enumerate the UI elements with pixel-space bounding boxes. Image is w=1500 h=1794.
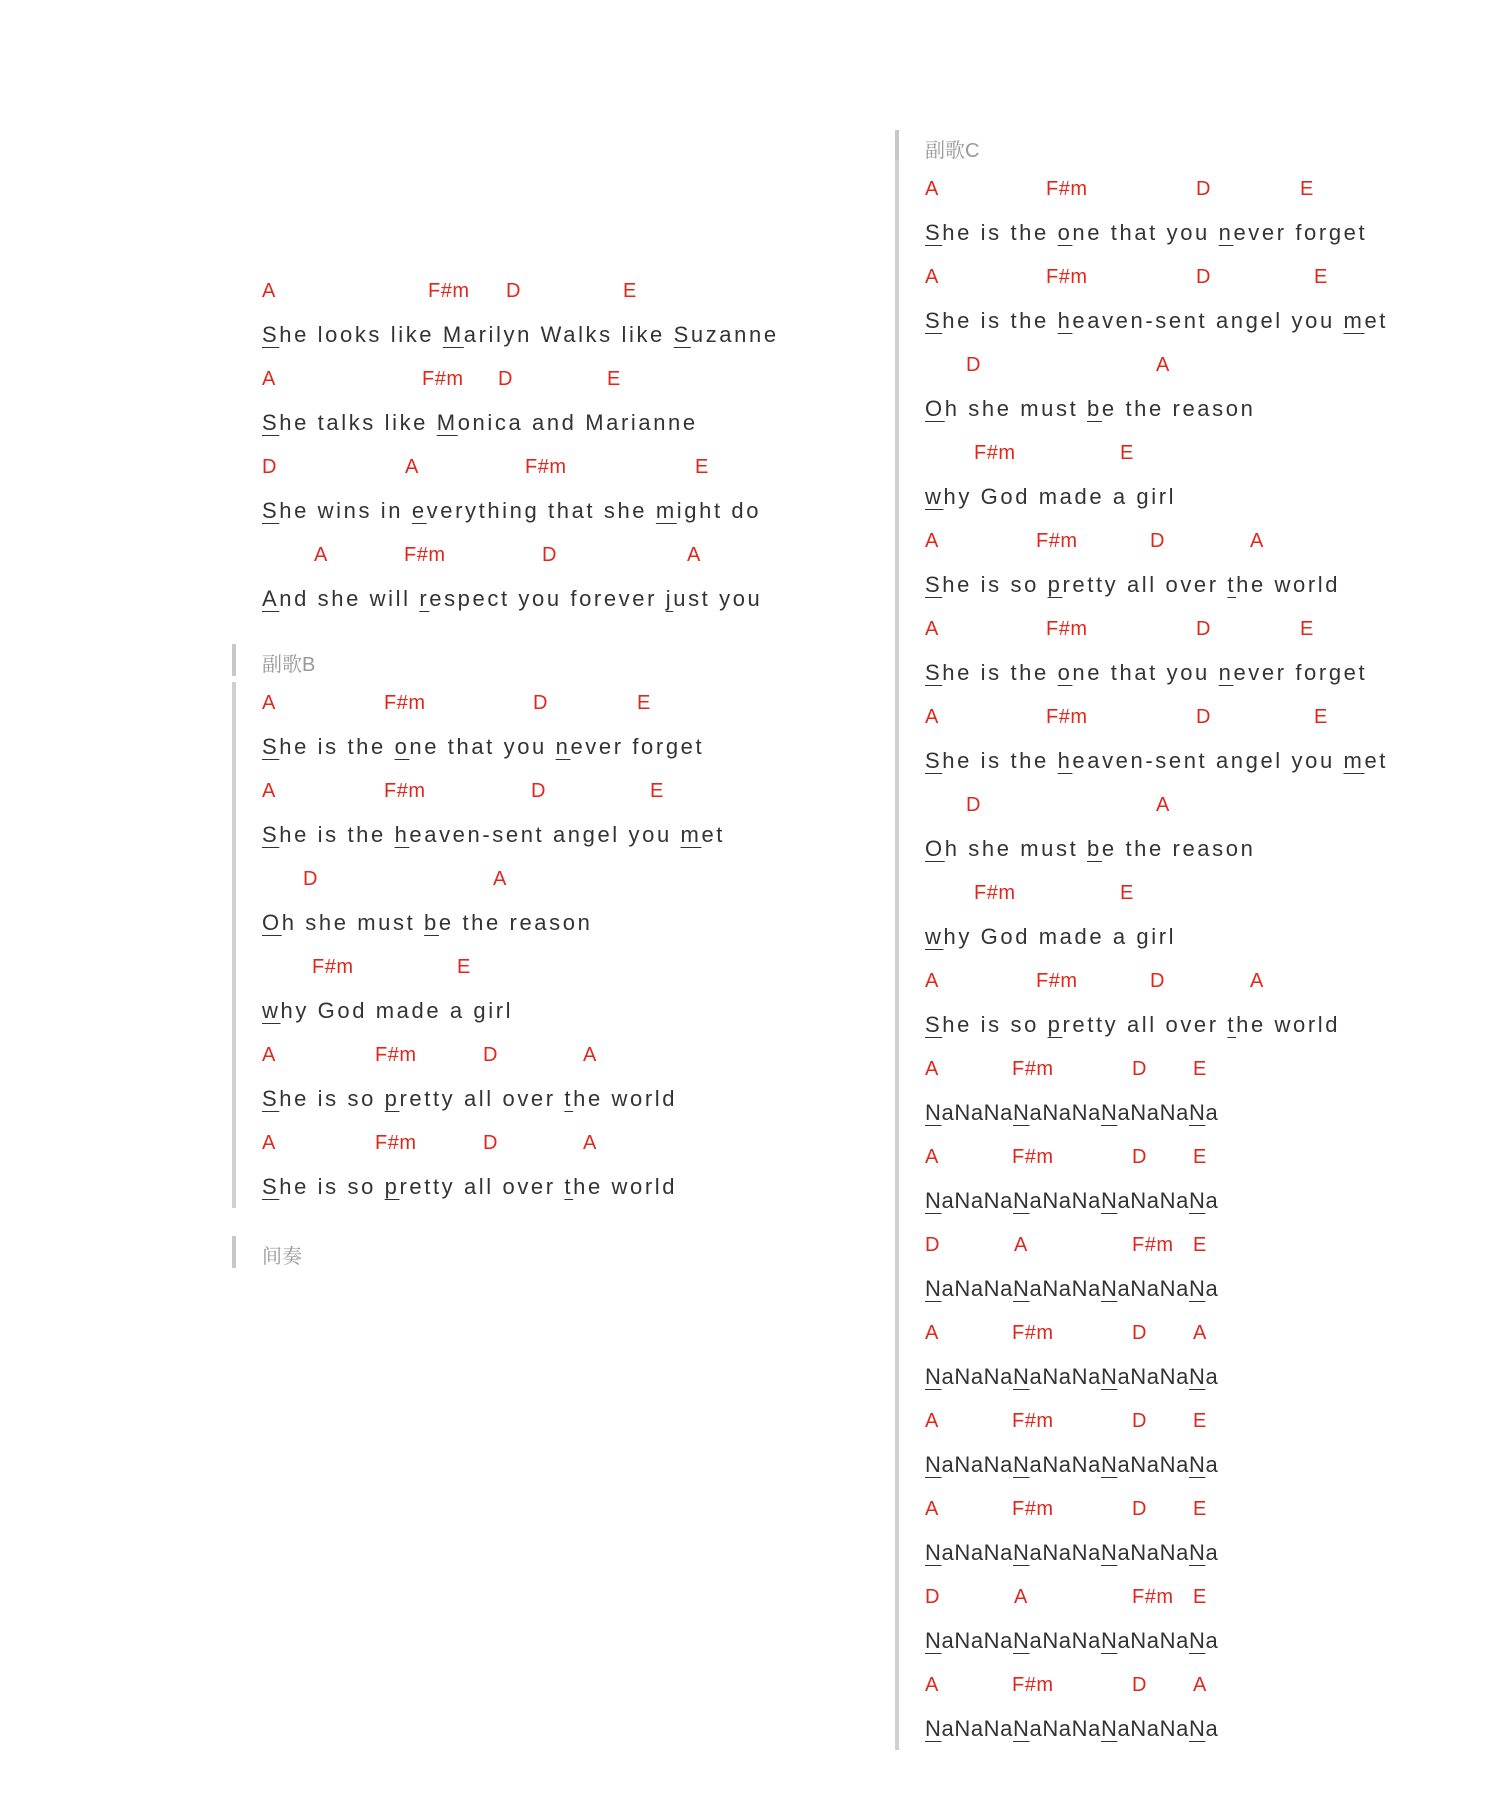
chord-line [925, 1576, 1445, 1620]
lyric-line [262, 490, 782, 534]
lyric-line [262, 578, 782, 622]
lyric-line [925, 1268, 1445, 1312]
chord-symbol: D [303, 868, 318, 890]
chord-symbol: E [1300, 618, 1314, 640]
chord-symbol: F#m [404, 544, 446, 566]
lyric-text: And she will respect you forever just you [262, 586, 763, 611]
chord-symbol: F#m [1046, 618, 1088, 640]
lyric-line [925, 1004, 1445, 1048]
chord-line [925, 1664, 1445, 1708]
chord-line [925, 1488, 1445, 1532]
lyric-text: NaNaNaNaNaNaNaNaNaNa [925, 1452, 1219, 1477]
chord-symbol: D [483, 1044, 498, 1066]
lyric-text: why God made a girl [262, 998, 514, 1023]
chord-symbol: E [1314, 266, 1328, 288]
chord-symbol: F#m [1132, 1234, 1174, 1256]
chord-symbol: A [1193, 1322, 1207, 1344]
chord-symbol: E [1193, 1586, 1207, 1608]
chord-symbol: F#m [375, 1132, 417, 1154]
lyric-line [925, 1620, 1445, 1664]
chord-line [262, 534, 782, 578]
chord-symbol: E [650, 780, 664, 802]
chord-symbol: A [583, 1132, 597, 1154]
chord-symbol: F#m [422, 368, 464, 390]
chord-line [262, 446, 782, 490]
chord-symbol: A [314, 544, 328, 566]
chord-symbol: F#m [1132, 1586, 1174, 1608]
chord-symbol: D [498, 368, 513, 390]
lyric-line [925, 1092, 1445, 1136]
chord-symbol: A [925, 706, 939, 728]
section-marker [232, 1236, 236, 1268]
chord-symbol: E [1193, 1234, 1207, 1256]
chord-symbol: D [506, 280, 521, 302]
lyric-text: She is the heaven-sent angel you met [925, 308, 1388, 333]
chord-line [925, 960, 1445, 1004]
lyric-text: Oh she must be the reason [262, 910, 593, 935]
chord-line [925, 1136, 1445, 1180]
chord-symbol: D [966, 354, 981, 376]
chord-line [925, 872, 1445, 916]
chord-symbol: D [1132, 1498, 1147, 1520]
chord-symbol: F#m [1012, 1498, 1054, 1520]
chord-symbol: A [687, 544, 701, 566]
chord-symbol: F#m [428, 280, 470, 302]
interlude-header [262, 1234, 782, 1274]
verse-a-column [262, 270, 782, 1274]
chord-symbol: F#m [1046, 266, 1088, 288]
chorus-b-header [262, 642, 782, 682]
lyric-text: NaNaNaNaNaNaNaNaNaNa [925, 1188, 1219, 1213]
lyric-text: NaNaNaNaNaNaNaNaNaNa [925, 1276, 1219, 1301]
chord-symbol: A [925, 530, 939, 552]
chord-symbol: A [925, 618, 939, 640]
chord-symbol: D [925, 1586, 940, 1608]
lyric-text: She is so pretty all over the world [262, 1174, 678, 1199]
chorus-b-title: 副歌B [262, 654, 316, 676]
verse-a [262, 270, 782, 622]
lyric-line [925, 388, 1445, 432]
chord-symbol: E [1300, 178, 1314, 200]
chord-symbol: F#m [1012, 1058, 1054, 1080]
chord-symbol: F#m [974, 882, 1016, 904]
section-bar [895, 160, 899, 1750]
chord-symbol: A [493, 868, 507, 890]
lyric-text: NaNaNaNaNaNaNaNaNaNa [925, 1100, 1219, 1125]
chord-line [925, 696, 1445, 740]
section-bar [232, 682, 236, 1208]
chord-symbol: F#m [1046, 706, 1088, 728]
lyric-text: Oh she must be the reason [925, 396, 1256, 421]
chord-symbol: A [1193, 1674, 1207, 1696]
chord-symbol: A [1250, 970, 1264, 992]
chord-symbol: A [1014, 1234, 1028, 1256]
chord-symbol: E [607, 368, 621, 390]
chorus-c [925, 168, 1445, 1752]
chord-symbol: A [925, 970, 939, 992]
chord-symbol: A [1250, 530, 1264, 552]
lyric-text: She is so pretty all over the world [925, 1012, 1341, 1037]
chord-line [262, 270, 782, 314]
chord-symbol: F#m [1012, 1146, 1054, 1168]
chord-symbol: E [1193, 1498, 1207, 1520]
lyric-text: She wins in everything that she might do [262, 498, 762, 523]
chord-symbol: E [1314, 706, 1328, 728]
chord-line [925, 1048, 1445, 1092]
chord-symbol: F#m [384, 692, 426, 714]
lyric-line [262, 902, 782, 946]
lyric-text: She looks like Marilyn Walks like Suzanne [262, 322, 779, 347]
lyric-line [925, 740, 1445, 784]
lyric-text: She talks like Monica and Marianne [262, 410, 698, 435]
chord-symbol: F#m [1036, 530, 1078, 552]
chord-line [925, 520, 1445, 564]
chord-symbol: A [262, 1132, 276, 1154]
section-marker [895, 130, 899, 162]
chord-line [925, 784, 1445, 828]
chord-symbol: F#m [312, 956, 354, 978]
chord-symbol: F#m [1012, 1674, 1054, 1696]
chord-line [262, 682, 782, 726]
lyric-line [925, 1708, 1445, 1752]
chorus-c-title: 副歌C [925, 140, 980, 162]
chord-symbol: E [637, 692, 651, 714]
chord-symbol: D [1150, 970, 1165, 992]
chord-symbol: D [483, 1132, 498, 1154]
chord-symbol: E [1193, 1058, 1207, 1080]
lyric-line [925, 1532, 1445, 1576]
lyric-text: She is the heaven-sent angel you met [262, 822, 725, 847]
chord-symbol: D [966, 794, 981, 816]
lyric-line [925, 300, 1445, 344]
lyric-line [925, 1444, 1445, 1488]
lyric-line [925, 564, 1445, 608]
chord-symbol: F#m [384, 780, 426, 802]
chord-line [262, 358, 782, 402]
chord-symbol: A [262, 280, 276, 302]
lyric-line [262, 726, 782, 770]
lyric-line [262, 402, 782, 446]
lyric-line [925, 828, 1445, 872]
chord-symbol: F#m [525, 456, 567, 478]
chord-line [925, 256, 1445, 300]
chord-symbol: A [925, 1674, 939, 1696]
chord-symbol: D [1132, 1058, 1147, 1080]
lyric-line [925, 1180, 1445, 1224]
chord-symbol: F#m [1012, 1322, 1054, 1344]
chord-symbol: D [531, 780, 546, 802]
chord-symbol: D [1196, 266, 1211, 288]
section-marker [232, 644, 236, 676]
chord-symbol: E [695, 456, 709, 478]
chord-symbol: E [1120, 442, 1134, 464]
lyric-line [262, 1166, 782, 1210]
lyric-text: She is so pretty all over the world [262, 1086, 678, 1111]
chorus-c-column [925, 128, 1445, 1752]
lyric-text: She is the one that you never forget [925, 660, 1368, 685]
chord-symbol: F#m [1046, 178, 1088, 200]
chord-symbol: A [583, 1044, 597, 1066]
chord-symbol: F#m [1012, 1410, 1054, 1432]
chord-symbol: D [542, 544, 557, 566]
chord-symbol: A [1156, 354, 1170, 376]
chord-line [925, 344, 1445, 388]
chord-symbol: A [925, 178, 939, 200]
chord-symbol: D [1132, 1410, 1147, 1432]
chord-symbol: A [925, 266, 939, 288]
lyric-text: She is the one that you never forget [925, 220, 1368, 245]
chord-symbol: A [262, 1044, 276, 1066]
chord-symbol: A [1156, 794, 1170, 816]
chord-symbol: A [262, 368, 276, 390]
lyric-line [925, 212, 1445, 256]
chord-symbol: D [1196, 706, 1211, 728]
chord-symbol: A [925, 1498, 939, 1520]
interlude-title: 间奏 [262, 1246, 302, 1268]
chorus-b [262, 682, 782, 1210]
lyric-line [925, 652, 1445, 696]
lyric-text: NaNaNaNaNaNaNaNaNaNa [925, 1628, 1219, 1653]
chord-symbol: D [262, 456, 277, 478]
chord-symbol: E [457, 956, 471, 978]
chord-symbol: D [1196, 618, 1211, 640]
chord-symbol: D [1132, 1146, 1147, 1168]
lyric-line [925, 476, 1445, 520]
lyric-text: She is so pretty all over the world [925, 572, 1341, 597]
lyric-line [262, 1078, 782, 1122]
lyric-text: NaNaNaNaNaNaNaNaNaNa [925, 1364, 1219, 1389]
chord-symbol: D [1150, 530, 1165, 552]
lyric-text: Oh she must be the reason [925, 836, 1256, 861]
chord-line [925, 432, 1445, 476]
lyric-line [925, 916, 1445, 960]
chord-symbol: D [533, 692, 548, 714]
lyric-line [262, 314, 782, 358]
lyric-text: NaNaNaNaNaNaNaNaNaNa [925, 1716, 1219, 1741]
lyric-text: She is the heaven-sent angel you met [925, 748, 1388, 773]
chord-line [925, 1400, 1445, 1444]
chord-symbol: E [1193, 1410, 1207, 1432]
chorus-c-header [925, 128, 1445, 168]
chord-symbol: E [1120, 882, 1134, 904]
chord-line [925, 608, 1445, 652]
lyric-text: NaNaNaNaNaNaNaNaNaNa [925, 1540, 1219, 1565]
chord-symbol: A [1014, 1586, 1028, 1608]
chord-symbol: D [1132, 1322, 1147, 1344]
chord-symbol: F#m [1036, 970, 1078, 992]
chord-line [925, 1224, 1445, 1268]
chord-symbol: A [925, 1410, 939, 1432]
chord-line [925, 1312, 1445, 1356]
lyric-text: why God made a girl [925, 484, 1177, 509]
chord-line [262, 1034, 782, 1078]
chord-symbol: D [1196, 178, 1211, 200]
chord-symbol: F#m [974, 442, 1016, 464]
chord-symbol: D [925, 1234, 940, 1256]
chord-line [262, 1122, 782, 1166]
chord-symbol: A [925, 1322, 939, 1344]
lyric-line [262, 814, 782, 858]
chord-symbol: D [1132, 1674, 1147, 1696]
lyric-line [262, 990, 782, 1034]
lyric-line [925, 1356, 1445, 1400]
lyric-text: She is the one that you never forget [262, 734, 705, 759]
chord-symbol: A [262, 780, 276, 802]
chord-line [262, 770, 782, 814]
chord-symbol: A [405, 456, 419, 478]
chord-symbol: A [262, 692, 276, 714]
chord-line [925, 168, 1445, 212]
chord-line [262, 858, 782, 902]
chord-symbol: F#m [375, 1044, 417, 1066]
chord-symbol: E [623, 280, 637, 302]
chord-line [262, 946, 782, 990]
chord-symbol: E [1193, 1146, 1207, 1168]
chord-symbol: A [925, 1146, 939, 1168]
lyric-text: why God made a girl [925, 924, 1177, 949]
chord-symbol: A [925, 1058, 939, 1080]
